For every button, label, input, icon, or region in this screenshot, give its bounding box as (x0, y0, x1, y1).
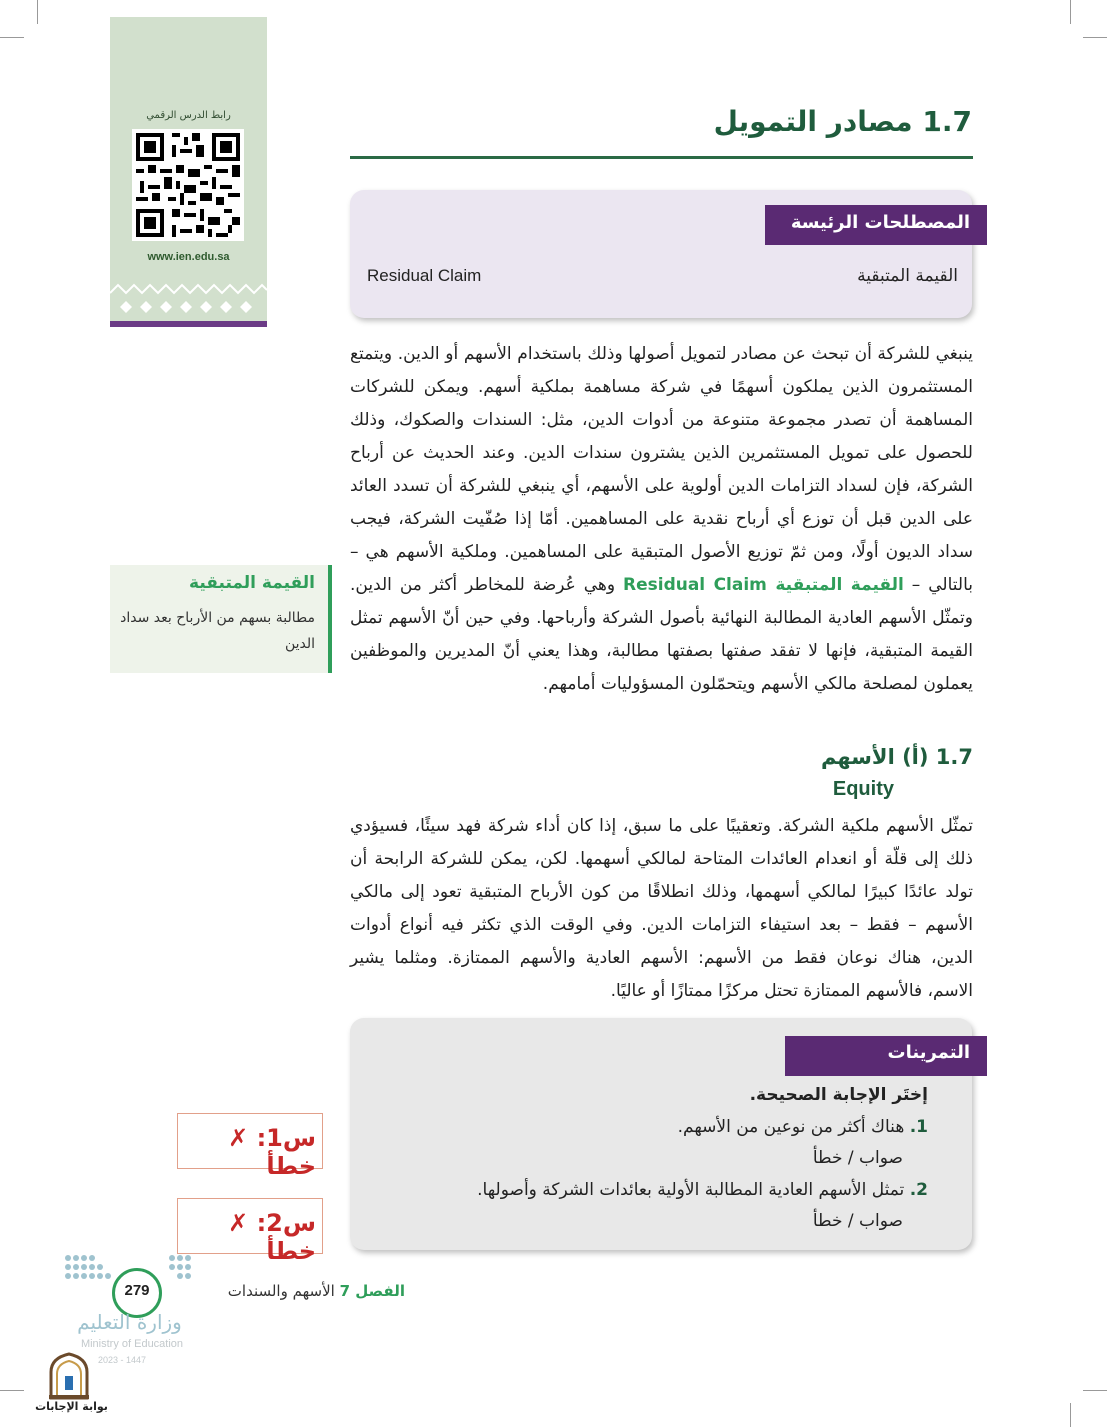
exercises-instruction: إختَر الإجابة الصحيحة. (749, 1085, 928, 1105)
exercise-number: 1. (909, 1117, 928, 1137)
page-number: 279 (124, 1282, 150, 1299)
key-term-arabic: القيمة المتبقية (857, 266, 958, 286)
answer-label: س2: ✗ خطأ (228, 1209, 316, 1265)
exercises-heading: التمرينات (887, 1042, 970, 1063)
exercise-text: هناك أكثر من نوعين من الأسهم. (677, 1117, 905, 1137)
decorative-pattern (110, 279, 267, 327)
exercise-question (380, 1180, 928, 1200)
crop-mark (1070, 0, 1071, 24)
answer-label: س1: ✗ خطأ (228, 1124, 316, 1180)
key-term-english: Residual Claim (367, 266, 482, 285)
key-terms-heading: المصطلحات الرئيسة (790, 212, 970, 233)
answers-portal-label: بوابة الإجابات (35, 1400, 108, 1413)
digital-lesson-label: رابط الدرس الرقمي (146, 110, 231, 121)
section-title: 1.7 (أ) الأسهم (820, 745, 973, 769)
qr-code-icon[interactable] (132, 129, 244, 241)
glossary-sidebar (110, 565, 332, 673)
exercise-question (380, 1117, 928, 1137)
digital-lesson-panel (110, 17, 267, 327)
answers-portal-logo-icon (47, 1352, 91, 1400)
glossary-definition: مطالبة بسهم من الأرباح بعد سداد الدين (120, 610, 315, 652)
crop-mark (0, 1390, 24, 1391)
answer-box (177, 1113, 323, 1180)
answer-box (177, 1198, 323, 1265)
ministry-name-arabic: وزارة التعليم (77, 1310, 182, 1334)
crop-mark (37, 0, 38, 24)
crop-mark (1083, 1390, 1107, 1391)
exercise-text: تمثل الأسهم العادية المطالبة الأولية بعائدات الشركة وأصولها. (477, 1180, 905, 1200)
paragraph-intro-text: ينبغي للشركة أن تبحث عن مصادر لتمويل أصولها وذلك باستخدام الأسهم أو الدين. ويتمتع المستثمرون الذين يملكون أسهمًا في شركة مساهمة بملكية أسهم. ويمكن للشركات المساهمة أن تصدر مجموعة متنوعة من أدوات الدين، مثل: السندات والصكوك، وذلك للحصول على تمويل المستثمرين الذين يشترون سندات الدين. وعند الحديث عن أرباح الشركة، فإن لسداد التزامات الدين أولوية على الأسهم، أي ينبغي للشركة أن تسدد العائد على الدين قبل أن توزع أي أرباح نقدية على المساهمين. أمّا إذا صُفّيت الشركة، فيجب سداد الديون أولًا، ومن ثمّ توزيع الأصول المتبقية على المساهمين. وملكية الأسهم هي – بالتالي – (350, 344, 973, 595)
page-title: 1.7 مصادر التمويل (713, 105, 972, 138)
exercise-number: 2. (909, 1180, 928, 1200)
paragraph-intro-text-end: وهي عُرضة للمخاطر أكثر من الدين. وتمثّل الأسهم العادية المطالبة النهائية بأصول الشركة وأرباحها. وفي حين أنّ الأسهم تمثل القيمة المتبقية، فإنها لا تفقد صفتها بصفتها مطالبة، وهذا يعني أنّ المديرين والموظفين يعملون لمصلحة مالكي الأسهم ويتحمّلون المسؤوليات أمامهم. (350, 575, 973, 694)
glossary-term: القيمة المتبقية (189, 573, 315, 593)
ministry-name-english: Ministry of Education (80, 1338, 184, 1350)
digital-lesson-url[interactable]: www.ien.edu.sa (147, 251, 230, 263)
exercise-options: صواب / خطأ (812, 1211, 903, 1231)
exercise-options: صواب / خطأ (812, 1148, 903, 1168)
chapter-title: الأسهم والسندات (227, 1282, 335, 1300)
crop-mark (1083, 37, 1107, 38)
chapter-footer (190, 1282, 405, 1300)
residual-claim-highlight: القيمة المتبقية Residual Claim (623, 575, 904, 595)
title-divider (350, 156, 973, 159)
ministry-year: 2023 - 1447 (97, 1355, 147, 1365)
section-subtitle: Equity (832, 778, 894, 800)
paragraph-equity: تمثّل الأسهم ملكية الشركة. وتعقيبًا على ما سبق، إذا كان أداء شركة فهد سيئًا، فسيؤدي ذلك إلى قلّة أو انعدام العائدات المتاحة لمالكي أسهمها. لكن، يمكن للشركة الرابحة أن تولد عائدًا كبيرًا لمالكي أسهمها، وذلك انطلاقًا من كون الأرباح المتبقية تعود إلى مالكي الأسهم – فقط – بعد استيفاء التزامات الدين. وفي الوقت الذي تكثر فيه أنواع أدوات الدين، هناك نوعان فقط من الأسهم: الأسهم العادية والأسهم الممتازة. ومثلما يشير الاسم، فالأسهم الممتازة تحتل مركزًا ممتازًا أو عاليًا. (350, 816, 973, 1001)
crop-mark (1070, 1403, 1071, 1427)
chapter-label: الفصل 7 (339, 1282, 405, 1300)
crop-mark (0, 37, 24, 38)
paragraph-intro (350, 338, 973, 701)
